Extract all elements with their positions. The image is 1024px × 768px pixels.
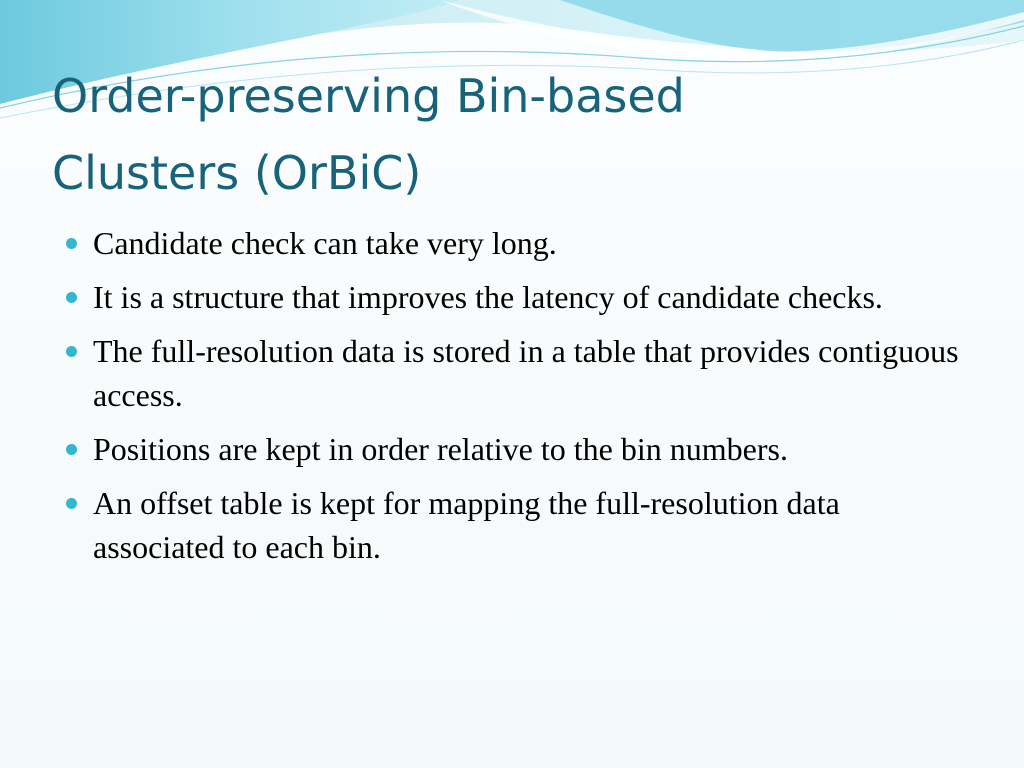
- bullet-text: It is a structure that improves the latency of candidate checks.: [93, 279, 883, 315]
- bullet-item: [64, 427, 964, 471]
- bullet-marker-icon: [66, 498, 77, 509]
- bullet-item: [64, 329, 964, 417]
- bullet-list: [64, 221, 964, 579]
- bullet-item: [64, 481, 964, 569]
- slide-title-line-1: Order-preserving Bin-based: [52, 69, 685, 123]
- slide-title-line-2: Clusters (OrBiC): [52, 146, 422, 200]
- bullet-marker-icon: [66, 444, 77, 455]
- bullet-text: An offset table is kept for mapping the full-resolution data associated to each bin.: [93, 485, 840, 565]
- bullet-text: Positions are kept in order relative to the bin numbers.: [93, 431, 788, 467]
- bullet-item: [64, 275, 964, 319]
- bullet-text: The full-resolution data is stored in a table that provides contiguous access.: [93, 333, 959, 413]
- bullet-marker-icon: [66, 238, 77, 249]
- slide-title: [52, 58, 972, 212]
- bullet-item: [64, 221, 964, 265]
- bullet-text: Candidate check can take very long.: [93, 225, 557, 261]
- bullet-marker-icon: [66, 346, 77, 357]
- bullet-marker-icon: [66, 292, 77, 303]
